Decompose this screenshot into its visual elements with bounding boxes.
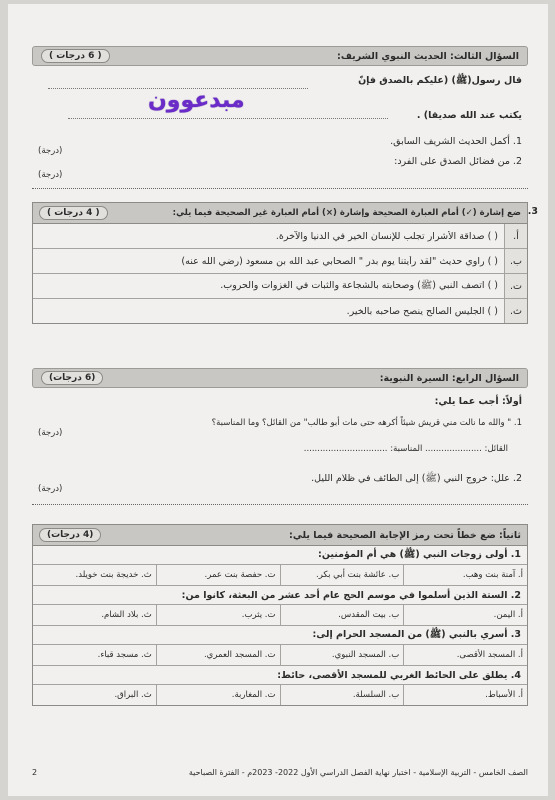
mcq-question: 2. الستة الذين أسلموا في موسم الحج عام أحد عشر من البعثة، كانوا من:: [33, 585, 527, 604]
section4-marks: (6 درجات): [41, 371, 103, 385]
table-row: [33, 298, 527, 323]
section3-header: [32, 46, 528, 66]
answer-line: [68, 118, 388, 119]
mcq-option[interactable]: ت. المسجد العمري.: [156, 645, 280, 665]
section4-title: السؤال الرابع: السيرة النبوية:: [379, 372, 519, 384]
grade-label: (درجة): [38, 170, 63, 180]
footer-text: الصف الخامس - التربية الإسلامية - اختبار نهاية الفصل الدراسي الأول 2022- 2023م - الفترة الصباحية: [188, 768, 528, 777]
section3-title: السؤال الثالث: الحديث النبوي الشريف:: [337, 50, 519, 62]
question-2: 2. من فضائل الصدق على الفرد:: [394, 156, 522, 167]
mcq-option[interactable]: ب. السلسلة.: [280, 685, 404, 705]
question-3-number: 3.: [527, 206, 538, 217]
item-text: ( ) اتصف النبي (ﷺ) وصحابته بالشجاعة والثبات في الغزوات والحروب.: [220, 280, 498, 291]
item-letter: ت.: [504, 274, 527, 298]
true-false-table: [32, 202, 528, 324]
mcq-options: [33, 564, 527, 585]
mcq-option[interactable]: ت. المغاربة.: [156, 685, 280, 705]
true-false-header: [33, 203, 527, 224]
mcq-question: 1. أولى زوجات النبي (ﷺ) هي أم المؤمنين:: [318, 549, 521, 560]
section4-header: [32, 368, 528, 388]
mcq-option[interactable]: أ. اليمن.: [403, 605, 527, 625]
mcq-option[interactable]: ث. بلاد الشام.: [101, 610, 152, 620]
answer-line: [32, 504, 528, 505]
table-row: [33, 248, 527, 273]
mcq-header: [33, 525, 527, 546]
item-letter: ب.: [504, 249, 527, 273]
mcq-option[interactable]: ث. البراق.: [114, 690, 152, 700]
mcq-options: [33, 644, 527, 665]
mcq-question: 4. يطلق على الحائط الغربي للمسجد الأقصى، حائط:: [33, 665, 527, 684]
table-row: [33, 273, 527, 298]
mcq-option[interactable]: ث. خديجة بنت خويلد.: [75, 570, 152, 580]
mcq-option[interactable]: أ. المسجد الأقصى.: [403, 645, 527, 665]
mcq-table: [32, 524, 528, 706]
mcq-option[interactable]: ت. حفصة بنت عمر.: [156, 565, 280, 585]
question-1: 1. " والله ما نالت مني قريش شيئاً أكرهه حتى مات أبو طالب" من القائل؟ وما المناسبة؟: [211, 418, 522, 428]
true-false-marks: ( 4 درجات ): [39, 206, 108, 220]
true-false-instruction: ضع إشارة (✓) أمام العبارة الصحيحة وإشارة (×) أمام العبارة غير الصحيحة فيما يلي:: [172, 208, 521, 218]
question-1-answer-line: القائل: ..................... المناسبة: ...............................: [303, 444, 508, 454]
mcq-option[interactable]: ب. المسجد النبوي.: [280, 645, 404, 665]
watermark-stamp: مبدعوون: [148, 88, 245, 113]
mcq-option[interactable]: أ. الأسباط.: [403, 685, 527, 705]
part1-title: أولاً: أجب عما يلي:: [434, 396, 522, 407]
table-row: [33, 224, 527, 248]
mcq-option[interactable]: ب. عائشة بنت أبي بكر.: [280, 565, 404, 585]
hadith-text: قال رسول(ﷺ) (عليكم بالصدق فإنّ: [358, 75, 522, 86]
mcq-question: 3. أسري بالنبي (ﷺ) من المسجد الحرام إلى:: [33, 625, 527, 644]
question-1: 1. أكمل الحديث الشريف السابق.: [390, 136, 522, 147]
grade-label: (درجة): [38, 428, 63, 438]
grade-label: (درجة): [38, 484, 63, 494]
mcq-options: [33, 604, 527, 625]
item-text: ( ) راوي حديث "لقد رأيتنا يوم بدر " الصحابي عبد الله بن مسعود (رضي الله عنه): [181, 255, 498, 267]
mcq-instruction: ثانياً: ضع خطاً تحت رمز الإجابة الصحيحة فيما يلي:: [289, 529, 521, 541]
mcq-option[interactable]: أ. آمنة بنت وهب.: [403, 565, 527, 585]
item-text: ( ) الجليس الصالح ينصح صاحبه بالخير.: [346, 305, 498, 317]
mcq-option[interactable]: ب. بيت المقدس.: [280, 605, 404, 625]
item-letter: ث.: [504, 299, 527, 323]
mcq-option[interactable]: ث. مسجد قباء.: [97, 650, 152, 660]
grade-label: (درجة): [38, 146, 63, 156]
mcq-options: [33, 684, 527, 705]
hadith-end: يكتب عند الله صديقا) .: [416, 110, 522, 121]
item-letter: أ.: [504, 224, 527, 248]
exam-page: [8, 4, 548, 796]
item-text: ( ) صداقة الأشرار تجلب للإنسان الخير في الدنيا والآخرة.: [275, 230, 498, 242]
answer-line: [32, 188, 528, 189]
question-2: 2. علل: خروج النبي (ﷺ) إلى الطائف في ظلام الليل.: [311, 473, 522, 484]
page-number: 2: [32, 768, 38, 777]
mcq-option[interactable]: ت. يثرب.: [156, 605, 280, 625]
section3-marks: ( 6 درجات ): [41, 49, 110, 63]
page-footer: [32, 768, 528, 777]
mcq-marks: (4 درجات): [39, 528, 101, 542]
